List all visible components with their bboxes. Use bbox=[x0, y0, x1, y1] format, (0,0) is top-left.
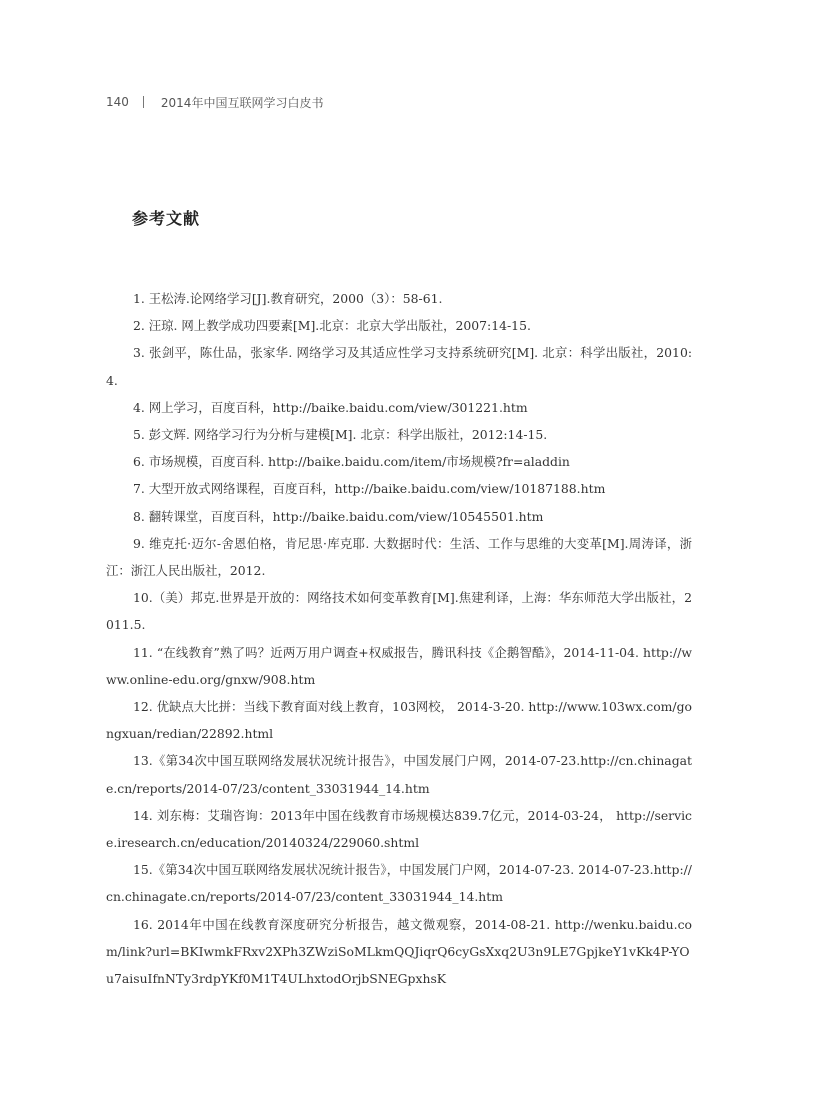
reference-item: 2. 汪琼. 网上教学成功四要素[M].北京：北京大学出版社，2007:14-15. bbox=[133, 318, 531, 334]
header-divider bbox=[143, 96, 144, 108]
reference-item: 14. 刘东梅：艾瑞咨询：2013年中国在线教育市场规模达839.7亿元，2014-03-24， http://service.iresearch.cn/education/20140324/229060.shtml bbox=[106, 807, 692, 851]
reference-item: 3. 张剑平，陈仕品，张家华. 网络学习及其适应性学习支持系统研究[M]. 北京：科学出版社，2010:4. bbox=[106, 345, 692, 388]
reference-item: 12. 优缺点大比拼：当线下教育面对线上教育，103网校， 2014-3-20. http://www.103wx.com/gongxuan/redian/22892.html bbox=[106, 699, 692, 742]
reference-item: 15.《第34次中国互联网络发展状况统计报告》，中国发展门户网，2014-07-23. 2014-07-23.http://cn.chinagate.cn/reports/2014-07/23/content_33031944_14.htm bbox=[106, 862, 692, 905]
reference-item: 4. 网上学习，百度百科，http://baike.baidu.com/view/301221.htm bbox=[133, 399, 528, 415]
section-title: 参考文献 bbox=[132, 209, 201, 228]
reference-item: 7. 大型开放式网络课程，百度百科，http://baike.baidu.com/view/10187188.htm bbox=[133, 481, 606, 497]
reference-item: 11. “在线教育”熟了吗？近两万用户调查+权威报告，腾讯科技《企鹅智酷》，2014-11-04. http://www.online-edu.org/gnxw/908.htm bbox=[106, 644, 692, 687]
reference-item: 5. 彭文辉. 网络学习行为分析与建模[M]. 北京：科学出版社，2012:14-15. bbox=[133, 427, 548, 443]
running-header bbox=[106, 93, 323, 111]
reference-item: 6. 市场规模，百度百科. http://baike.baidu.com/item/市场规模?fr=aladdin bbox=[133, 454, 570, 470]
reference-item: 13.《第34次中国互联网络发展状况统计报告》，中国发展门户网，2014-07-23.http://cn.chinagate.cn/reports/2014-07/23/content_33031944_14.htm bbox=[106, 753, 692, 796]
reference-list bbox=[106, 285, 692, 992]
page-number: 140 bbox=[106, 95, 129, 109]
reference-item: 10.（美）邦克.世界是开放的：网络技术如何变革教育[M].焦建利译，上海：华东师范大学出版社，2011.5. bbox=[106, 590, 692, 633]
reference-item: 9. 维克托·迈尔-舍恩伯格，肯尼思·库克耶. 大数据时代：生活、工作与思维的大变革[M].周涛译，浙江：浙江人民出版社，2012. bbox=[106, 535, 692, 579]
reference-item: 16. 2014年中国在线教育深度研究分析报告，越文微观察，2014-08-21. http://wenku.baidu.com/link?url=BKIwmkFRxv2XPh3ZWziSoMLkmQQJiqrQ6cyGsXxq2U3n9LE7GpjkeY1vKk4P-YOu7aisuIfnNTy3rdpYKf0M1T4ULhxtodOrjbSNEGpxhsK bbox=[106, 916, 692, 987]
reference-item: 1. 王松涛.论网络学习[J].教育研究，2000（3）：58-61. bbox=[133, 291, 443, 306]
reference-item: 8. 翻转课堂，百度百科，http://baike.baidu.com/view/10545501.htm bbox=[133, 508, 544, 524]
book-title: 2014年中国互联网学习白皮书 bbox=[160, 95, 324, 110]
